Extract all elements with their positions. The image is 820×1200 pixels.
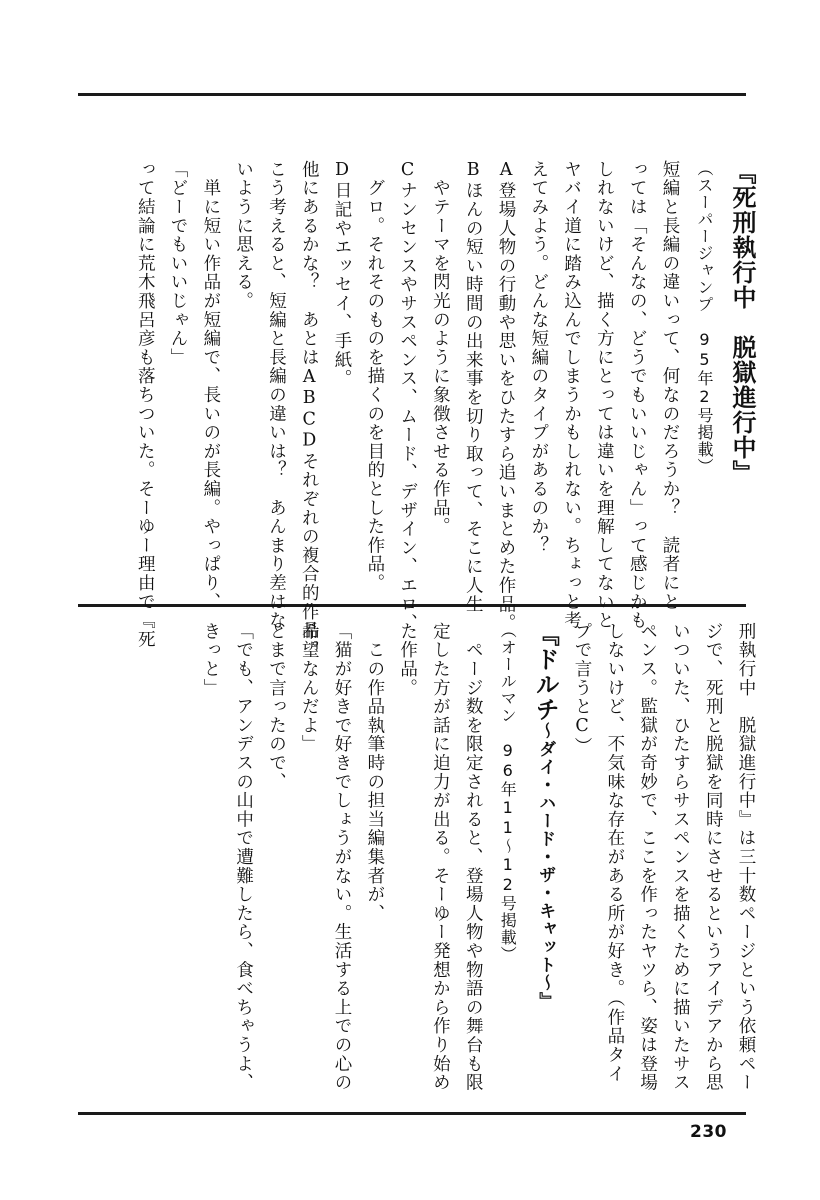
text-line: って結論に荒木飛呂彦も落ちついた。そーゆー理由で『死 bbox=[135, 160, 156, 649]
text-line: ヤバイ道に踏み込んでしまうかもしれない。ちょっと考 bbox=[561, 160, 582, 630]
page-number: 230 bbox=[690, 1122, 727, 1142]
section-bottom bbox=[186, 622, 754, 1092]
section2-title bbox=[531, 622, 560, 1092]
text-line: いように思える。 bbox=[233, 160, 254, 311]
text-line: 他にあるかな？ あとはABCDそれぞれの複合的作品。 bbox=[299, 160, 320, 659]
text-line: ペンス。監獄が奇妙で、ここを作ったヤツら、姿は登場 bbox=[637, 622, 658, 1092]
text-line: しれないけど、描く方にとっては違いを理解してないと bbox=[594, 160, 615, 630]
text-line: Bほんの短い時間の出来事を切り取って、そこに人生 bbox=[463, 160, 484, 614]
text-line: プで言うとC） bbox=[572, 622, 593, 757]
text-line: この作品執筆時の担当編集者が、 bbox=[364, 622, 385, 923]
text-line: 「どーでもいいじゃん」 bbox=[168, 160, 189, 367]
text-line: いついた、ひたすらサスペンスを描くために描いたサス bbox=[670, 622, 691, 1092]
text-line: 「でも、アンデスの山中で遭難したら、食べちゃうよ、 bbox=[233, 622, 254, 1092]
section1-credit: （スーパージャンプ 95年2号掲載） bbox=[695, 160, 714, 475]
text-line: きっと」 bbox=[200, 622, 221, 698]
text-line: 刑執行中 脱獄進行中』は三十数ページという依頼ペー bbox=[736, 622, 756, 1092]
top-rule bbox=[78, 93, 746, 96]
text-line: グロ。それそのものを描くのを目的とした作品。 bbox=[364, 160, 385, 593]
text-line: ジで、死刑と脱獄を同時にさせるというアイデアから思 bbox=[703, 622, 724, 1092]
text-line: D日記やエッセイ、手紙。 bbox=[332, 160, 353, 389]
text-line: Cナンセンスやサスペンス、ムード、デザイン、エロ、 bbox=[397, 160, 418, 633]
text-line: 単に短い作品が短編で、長いのが長編。やっぱり、 bbox=[200, 160, 221, 612]
section2-credit: （オールマン 96年11～12号掲載） bbox=[498, 622, 518, 963]
text-line: A登場人物の行動や思いをひたすら追いまとめた作品。 bbox=[496, 160, 517, 633]
text-line: やテーマを閃光のように象徴させる作品。 bbox=[430, 160, 451, 536]
text-line: 定した方が話に迫力が出る。そーゆー発想から作り始め bbox=[430, 622, 451, 1092]
text-line: 希望なんだよ」 bbox=[299, 622, 320, 754]
text-line: た作品。 bbox=[397, 622, 418, 698]
text-line: えてみよう。どんな短編のタイプがあるのか？ bbox=[528, 160, 549, 555]
text-line: ページ数を限定されると、登場人物や物語の舞台も限 bbox=[463, 622, 484, 1092]
text-line: とまで言ったので、 bbox=[266, 622, 287, 792]
text-line: 「猫が好きで好きでしょうがない。生活する上での心の bbox=[332, 622, 353, 1092]
section-top bbox=[120, 160, 756, 659]
section1-title: 『死刑執行中 脱獄進行中』 bbox=[728, 160, 756, 485]
text-line: っては「そんなの、どうでもいいじゃん」って感じかも bbox=[627, 160, 648, 630]
text-line: しないけど、不気味な存在がある所が好き。（作品タイ bbox=[604, 622, 625, 1084]
section2-title-main: 『ドルチ bbox=[531, 622, 560, 722]
text-line: こう考えると、短編と長編の違いは？ あんまり差はな bbox=[266, 160, 287, 630]
text-line: 短編と長編の違いって、何なのだろうか？ 読者にと bbox=[660, 160, 680, 612]
bottom-rule bbox=[78, 1112, 746, 1115]
section2-title-sub: ～ダイ・ハード・ザ・キャット～』 bbox=[535, 722, 556, 1010]
